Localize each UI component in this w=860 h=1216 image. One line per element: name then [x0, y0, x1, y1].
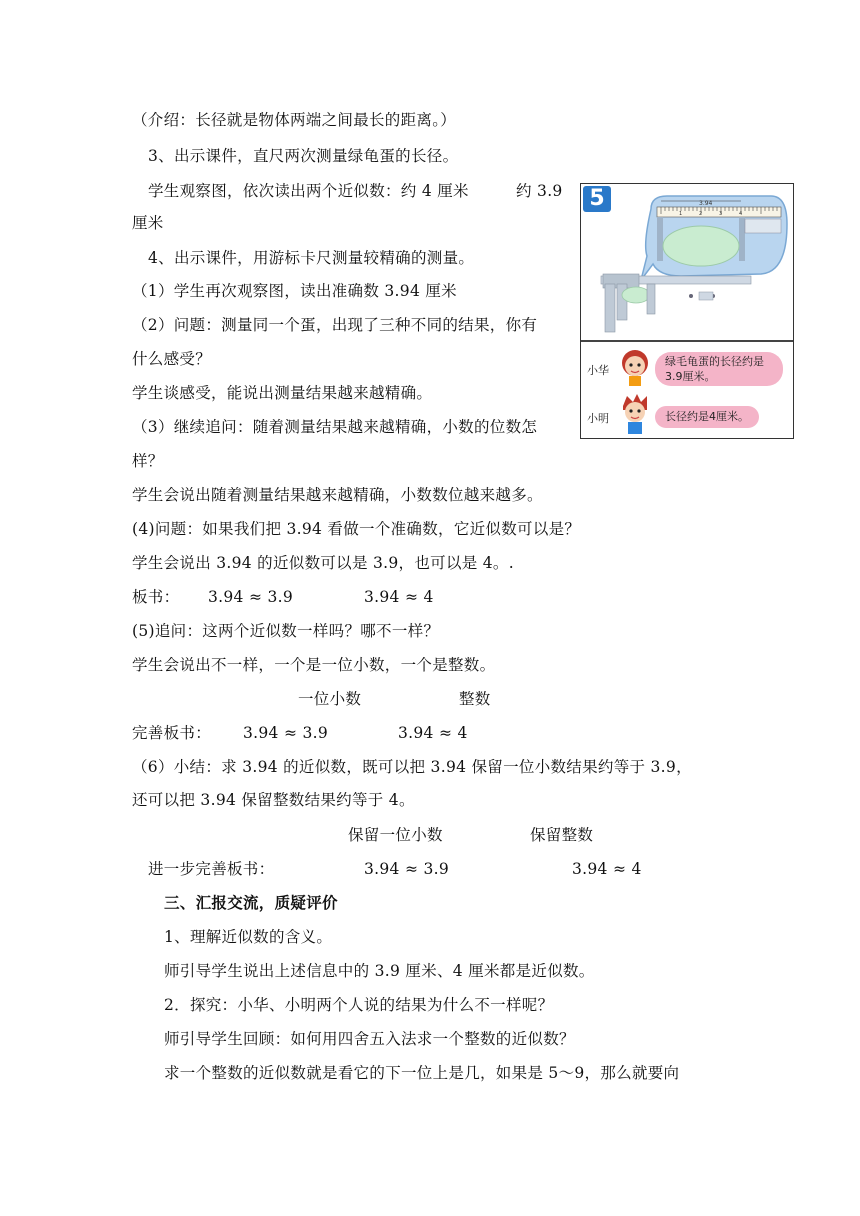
board-expression: 3.94 ≈ 3.9 [364, 860, 450, 878]
ruler-tick-label: 2 [699, 211, 703, 217]
speaker-name: 小明 [587, 412, 609, 425]
caliper-jaw [605, 284, 615, 332]
ruler-reading: 3.94 [699, 200, 713, 207]
board-heading: 整数 [459, 690, 491, 708]
text-line: (4)问题：如果我们把 3.94 看做一个准确数，它近似数可以是？ [132, 520, 581, 538]
text-line: 1、理解近似数的含义。 [164, 928, 333, 946]
text-line: 学生会说出不一样，一个是一位小数，一个是整数。 [132, 656, 496, 674]
text-line: 学生会说出 3.94 的近似数可以是 3.9，也可以是 4。. [132, 554, 514, 572]
board-expression: 3.94 ≈ 4 [572, 860, 642, 878]
board-heading: 保留一位小数 [348, 826, 443, 844]
ruler-tick-label: 3 [719, 211, 723, 217]
caliper-jaw [657, 217, 663, 261]
caliper-drawing [581, 184, 793, 340]
egg [622, 287, 650, 303]
ruler-tick-label: 4 [739, 211, 743, 217]
text-line: 求一个整数的近似数就是看它的下一位上是几，如果是 5～9，那么就要向 [164, 1064, 680, 1082]
speaker-name: 小华 [587, 364, 609, 377]
board-heading: 一位小数 [298, 690, 362, 708]
text-line: 师引导学生回顾：如何用四舍五入法求一个整数的近似数？ [164, 1030, 575, 1048]
speech-bubble: 绿毛龟蛋的长径约是3.9厘米。 [655, 352, 783, 386]
text-line: 3、出示课件，直尺两次测量绿龟蛋的长径。 [148, 147, 459, 165]
board-heading: 保留整数 [530, 826, 594, 844]
section-heading: 三、汇报交流，质疑评价 [164, 893, 338, 912]
boy-avatar-icon [619, 392, 651, 436]
text-line: 约 3.9 [516, 182, 563, 200]
board-expression: 3.94 ≈ 4 [398, 724, 468, 742]
figure-number: 5 [583, 186, 611, 212]
caliper-jaw [739, 217, 745, 261]
text-line: 样？ [132, 452, 164, 470]
text-line: 厘米 [132, 214, 164, 232]
text-line: （2）问题：测量同一个蛋，出现了三种不同的结果，你有 [132, 316, 538, 334]
text-line: （介绍：长径就是物体两端之间最长的距离。） [132, 111, 457, 129]
textbook-figure [580, 183, 794, 439]
text-line: 学生谈感受，能说出测量结果越来越精确。 [132, 384, 433, 402]
board-expression: 3.94 ≈ 3.9 [243, 724, 329, 742]
girl-avatar-icon [619, 347, 651, 387]
board-expression: 3.94 ≈ 4 [364, 588, 434, 606]
egg-zoomed [663, 226, 739, 266]
measurement-illustration [581, 184, 793, 340]
divider [581, 340, 793, 342]
text-line: 师引导学生说出上述信息中的 3.9 厘米、4 厘米都是近似数。 [164, 962, 595, 980]
ruler-tick-label: 1 [679, 211, 683, 217]
text-line: （1）学生再次观察图，读出准确数 3.94 厘米 [132, 282, 457, 300]
board-label: 板书： [132, 588, 180, 606]
text-line: 什么感受？ [132, 350, 212, 368]
speech-bubble: 长径约是4厘米。 [655, 406, 759, 428]
text-line: 学生观察图，依次读出两个近似数：约 4 厘米 [148, 182, 469, 200]
board-label: 完善板书： [132, 724, 212, 742]
text-line: （6）小结：求 3.94 的近似数，既可以把 3.94 保留一位小数结果约等于 3.9， [132, 758, 692, 776]
text-line: 2．探究：小华、小明两个人说的结果为什么不一样呢？ [164, 996, 554, 1014]
text-line: (5)追问：这两个近似数一样吗？哪不一样？ [132, 622, 440, 640]
board-label: 进一步完善板书： [148, 860, 275, 878]
text-line: 学生会说出随着测量结果越来越精确，小数数位越来越多。 [132, 486, 543, 504]
text-line: 还可以把 3.94 保留整数结果约等于 4。 [132, 791, 415, 809]
text-line: 4、出示课件，用游标卡尺测量较精确的测量。 [148, 249, 475, 267]
text-line: （3）继续追问：随着测量结果越来越精确，小数的位数怎 [132, 418, 538, 436]
board-expression: 3.94 ≈ 3.9 [208, 588, 294, 606]
